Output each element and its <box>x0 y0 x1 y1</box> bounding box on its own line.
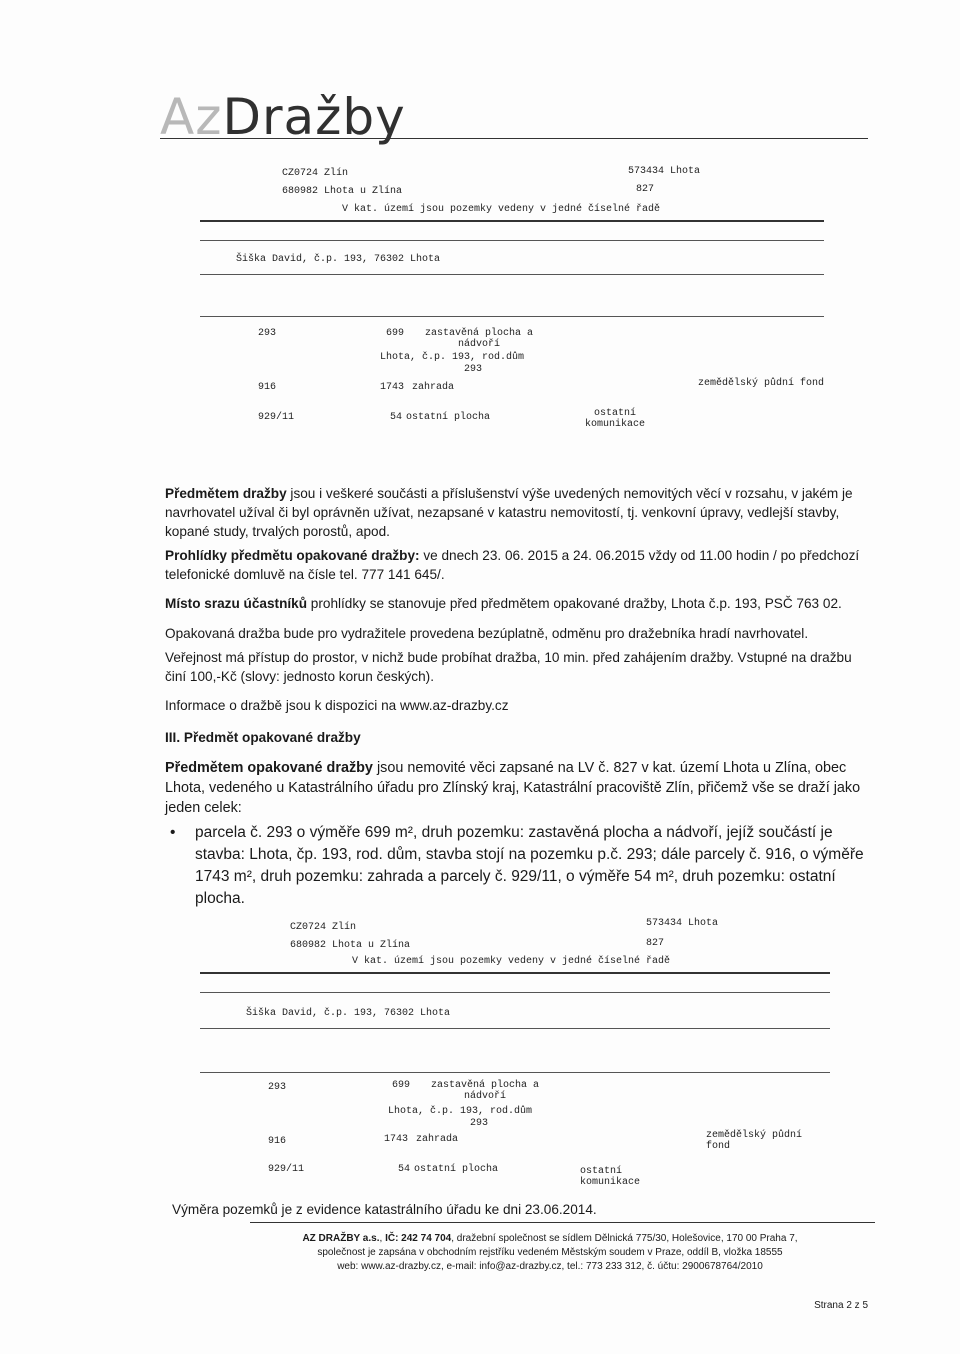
kn1-building-parcel: 293 <box>464 364 483 375</box>
kn1-owner: Šiška David, č.p. 193, 76302 Lhota <box>236 254 441 265</box>
kn1-rule <box>200 316 824 317</box>
kn2-district: CZ0724 Zlín <box>290 922 357 933</box>
kn1-parcel-area: 1743 <box>380 382 405 393</box>
paragraph-meeting-place: Místo srazu účastníků prohlídky se stanovuje před předmětem opakované dražby, Lhota č.p. 193, PSČ 763 02. <box>165 596 842 611</box>
kn2-lv-number: 827 <box>646 938 665 949</box>
kn1-district: CZ0724 Zlín <box>282 168 349 179</box>
kn1-parcel-area: 54 <box>390 412 403 423</box>
footer-line-3: web: www.az-drazby.cz, e-mail: info@az-drazby.cz, tel.: 773 233 312, č. účtu: 2900678764/2010 <box>337 1261 763 1272</box>
kn1-building: Lhota, č.p. 193, rod.dům <box>380 352 525 363</box>
kn2-parcel-area: 1743 <box>384 1134 409 1145</box>
kn1-parcel-number: 929/11 <box>258 412 295 423</box>
paragraph-viewings: Prohlídky předmětu opakované dražby: ve dnech 23. 06. 2015 a 24. 06.2015 vždy od 11.00 hodin / po předchozí telefonické domluvě na čísle tel. 777 141 645/. <box>165 548 860 582</box>
kn1-municipality: 573434 Lhota <box>628 166 701 177</box>
kn2-parcel-use: ostatní komunikace <box>580 1166 641 1188</box>
kn2-rule <box>200 972 830 974</box>
kn2-parcel-area: 699 <box>392 1080 411 1091</box>
paragraph-public-access: Veřejnost má přístup do prostor, v nichž bude probíhat dražba, 10 min. před zahájením dražby. Vstupné na dražbu činí 100,-Kč (slovy: jednosto korun českých). <box>165 650 852 684</box>
kn1-lv-number: 827 <box>636 184 655 195</box>
kn1-parcel-use: zemědělský půdní fond <box>698 378 825 389</box>
kn2-parcel-use: zemědělský půdní fond <box>706 1130 803 1152</box>
kn2-parcel-type: zahrada <box>416 1134 459 1145</box>
kn2-parcel-number: 293 <box>268 1082 287 1093</box>
kn2-rule <box>200 992 830 993</box>
kn2-cadastral-area: 680982 Lhota u Zlína <box>290 940 411 951</box>
kn2-parcel-type: ostatní plocha <box>414 1164 499 1175</box>
kn2-building-parcel: 293 <box>470 1118 489 1129</box>
paragraph-subject: Předmětem dražby jsou i veškeré součásti a příslušenství výše uvedených nemovitých věcí v rozsahu, v jakém je navrhovatel užíval či byl oprávněn užívat, nezapsané v katastru nemovitostí, tj. venkovní úpravy, vedlejší stavby, kopané study, trvalých porostů, apod. <box>165 486 853 539</box>
header-rule <box>160 138 868 139</box>
bullet-icon: • <box>170 824 176 841</box>
kn1-parcel-type: zahrada <box>412 382 455 393</box>
kn1-rule <box>200 240 824 241</box>
parcel-list-item: • parcela č. 293 o výměře 699 m², druh pozemku: zastavěná plocha a nádvoří, jejíž součástí je stavba: Lhota, čp. 193, rod. dům, stavba stojí na pozemku p.č. 293; dále parcely č. 916, o výměře 1743 m², druh pozemku: zahrada a parcely č. 929/11, o výměře 54 m², druh pozemku: ostatní plocha. <box>170 824 864 907</box>
footer-line-1: AZ DRAŽBY a.s., IČ: 242 74 704, dražební společnost se sídlem Dělnická 775/30, Holešovice, 170 00 Praha 7, <box>302 1233 798 1244</box>
kn1-parcel-area: 699 <box>386 328 405 339</box>
paragraph-auction-subject: Předmětem opakované dražby jsou nemovité věci zapsané na LV č. 827 v kat. území Lhota u Zlína, obec Lhota, vedeného u Katastrálního úřadu pro Zlínský kraj, Katastrální pracoviště Zlín, přičemž vše se draží jako jeden celek: <box>165 760 861 816</box>
footer-line-2: společnost je zapsána v obchodním rejstříku vedeném Městským soudem v Praze, oddíl B, vložka 18555 <box>317 1247 783 1258</box>
kn1-parcel-use: ostatní komunikace <box>584 408 645 430</box>
kn1-rule <box>200 220 824 222</box>
kn2-rule <box>200 1072 830 1073</box>
paragraph-area-source: Výměra pozemků je z evidence katastrálního úřadu ke dni 23.06.2014. <box>172 1202 597 1217</box>
kn2-note: V kat. území jsou pozemky vedeny v jedné číselné řadě <box>352 956 671 967</box>
kn1-parcel-number: 916 <box>258 382 277 393</box>
kn1-parcel-type: zastavěná plocha a nádvoří <box>424 328 534 350</box>
kn1-parcel-number: 293 <box>258 328 277 339</box>
kn2-parcel-area: 54 <box>398 1164 411 1175</box>
kn1-note: V kat. území jsou pozemky vedeny v jedné číselné řadě <box>342 204 661 215</box>
kn1-rule <box>200 274 824 275</box>
section-heading: III. Předmět opakované dražby <box>165 730 361 745</box>
logo-main: Dražby <box>222 88 406 146</box>
paragraph-fee: Opakovaná dražba bude pro vydražitele provedena bezúplatně, odměnu pro dražebníka hradí navrhovatel. <box>165 626 809 641</box>
kn1-parcel-type: ostatní plocha <box>406 412 491 423</box>
kn1-cadastral-area: 680982 Lhota u Zlína <box>282 186 403 197</box>
footer-rule <box>250 1222 875 1223</box>
kn2-owner: Šiška David, č.p. 193, 76302 Lhota <box>246 1008 451 1019</box>
kn2-parcel-number: 929/11 <box>268 1164 305 1175</box>
footer <box>250 1232 850 1274</box>
logo-prefix: Az <box>160 88 223 146</box>
kn2-parcel-number: 916 <box>268 1136 287 1147</box>
kn2-rule <box>200 1028 830 1029</box>
kn2-municipality: 573434 Lhota <box>646 918 719 929</box>
kn2-parcel-type: zastavěná plocha a nádvoří <box>430 1080 540 1102</box>
paragraph-info: Informace o dražbě jsou k dispozici na www.az-drazby.cz <box>165 698 509 713</box>
kn2-building: Lhota, č.p. 193, rod.dům <box>388 1106 533 1117</box>
page-number: Strana 2 z 5 <box>814 1300 868 1311</box>
